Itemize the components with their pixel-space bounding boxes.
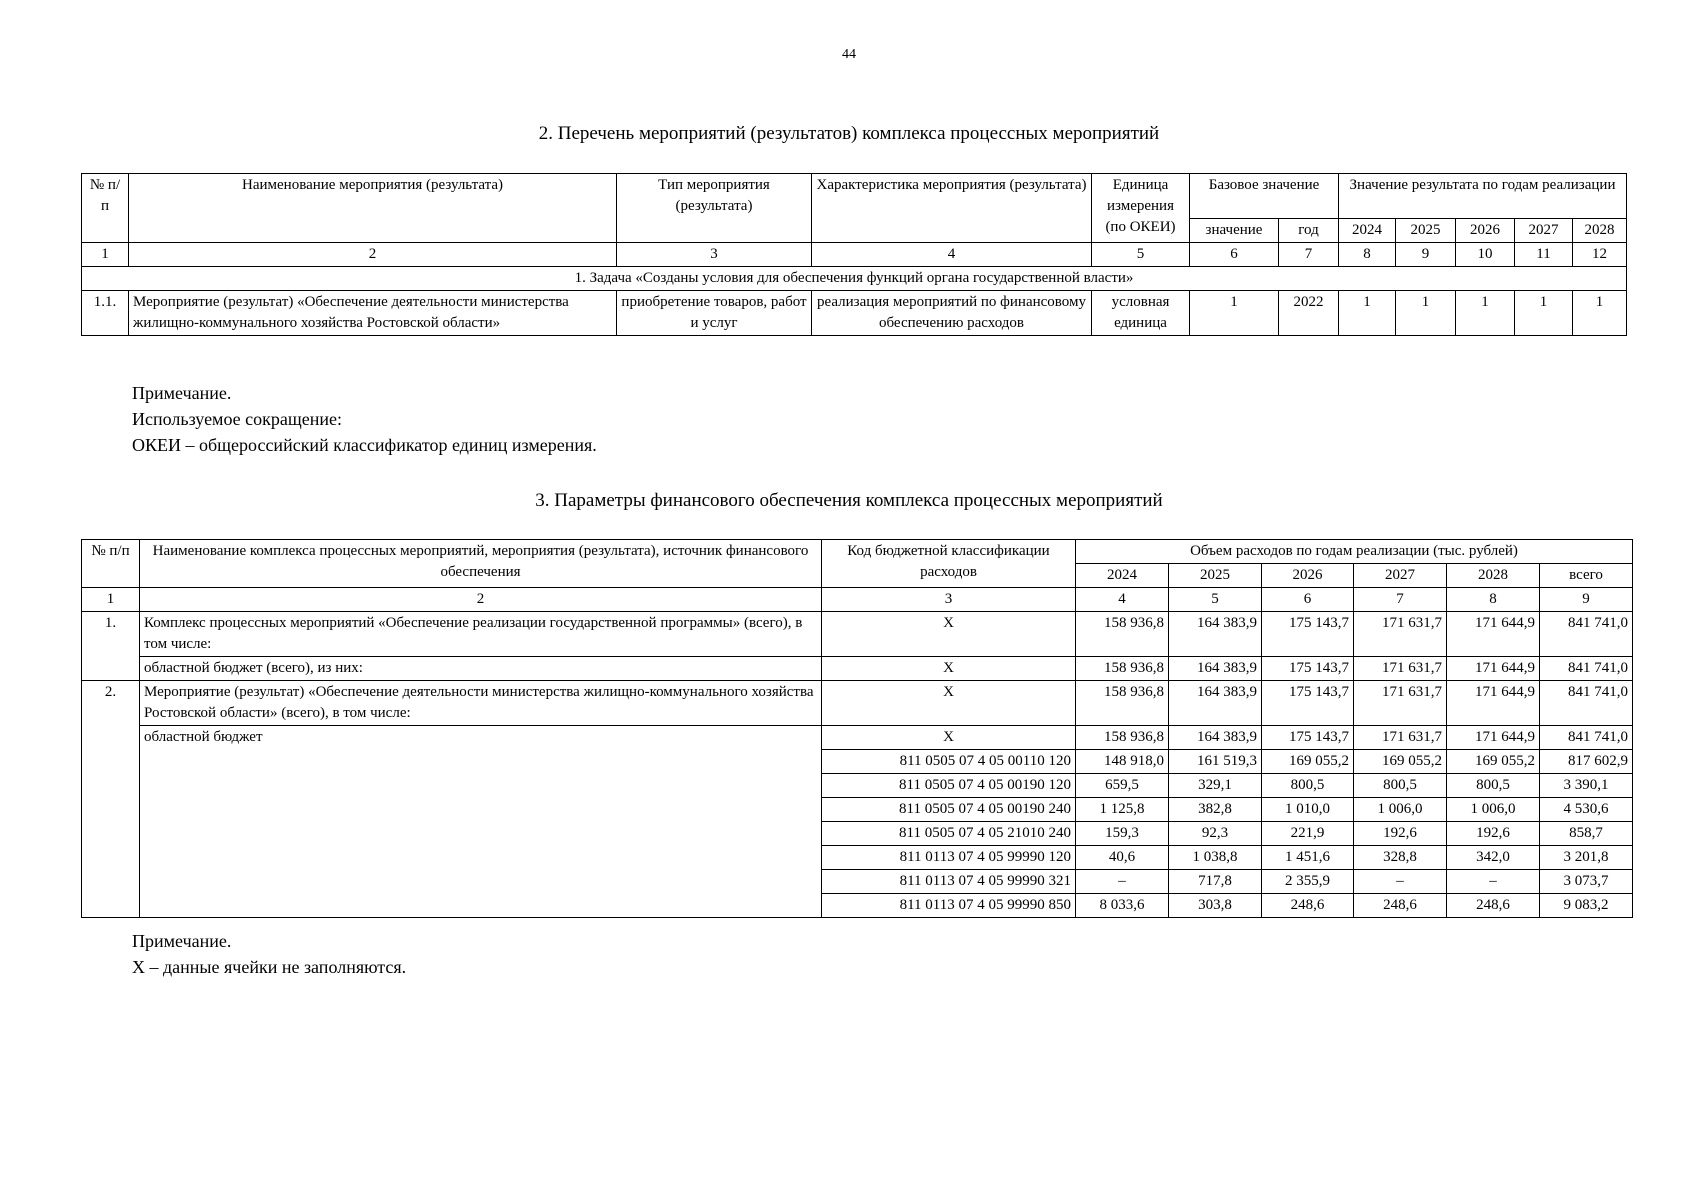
row-value: 841 741,0	[1540, 681, 1633, 726]
note-line: Примечание.	[132, 931, 232, 951]
header-num: № п/п	[82, 174, 129, 243]
row-value: 158 936,8	[1076, 681, 1169, 726]
row-value: 175 143,7	[1262, 681, 1354, 726]
row-value: –	[1076, 870, 1169, 894]
column-number: 2	[129, 243, 617, 267]
header-year: 2028	[1447, 564, 1540, 588]
row-value: 9 083,2	[1540, 894, 1633, 918]
row-code: Х	[822, 726, 1076, 750]
row-value: 171 644,9	[1447, 612, 1540, 657]
row-value: –	[1354, 870, 1447, 894]
header-num: № п/п	[82, 540, 140, 588]
column-number: 9	[1396, 243, 1456, 267]
row-value: 164 383,9	[1169, 612, 1262, 657]
header-base-year: год	[1279, 219, 1339, 243]
header-year: 2027	[1515, 219, 1573, 243]
row-name: Комплекс процессных мероприятий «Обеспечение реализации государственной программы» (всего), в том числе:	[140, 612, 822, 657]
column-number: 7	[1354, 588, 1447, 612]
column-number-row	[82, 588, 1633, 612]
column-number: 2	[140, 588, 822, 612]
row-value: 382,8	[1169, 798, 1262, 822]
section-2-title: 2. Перечень мероприятий (результатов) комплекса процессных мероприятий	[538, 123, 1160, 144]
note-line: Используемое сокращение:	[132, 409, 342, 429]
column-number: 3	[617, 243, 812, 267]
header-code: Код бюджетной классификации расходов	[822, 540, 1076, 588]
row-value: 800,5	[1354, 774, 1447, 798]
row-value: 175 143,7	[1262, 612, 1354, 657]
note-line: Х – данные ячейки не заполняются.	[132, 957, 407, 977]
row-value: 192,6	[1354, 822, 1447, 846]
column-number: 6	[1262, 588, 1354, 612]
row-value: –	[1447, 870, 1540, 894]
row-num: 1.	[82, 612, 140, 681]
row-value: 192,6	[1447, 822, 1540, 846]
column-number: 4	[1076, 588, 1169, 612]
row-code: Х	[822, 657, 1076, 681]
row-value: 175 143,7	[1262, 657, 1354, 681]
column-number: 4	[812, 243, 1092, 267]
row-value: 2 355,9	[1262, 870, 1354, 894]
row-value: 40,6	[1076, 846, 1169, 870]
row-value: 841 741,0	[1540, 657, 1633, 681]
column-number: 9	[1540, 588, 1633, 612]
row-base-year: 2022	[1279, 291, 1339, 336]
header-year: 2024	[1339, 219, 1396, 243]
column-number: 11	[1515, 243, 1573, 267]
section-3-title: 3. Параметры финансового обеспечения комплекса процессных мероприятий	[535, 490, 1163, 511]
row-value: 3 073,7	[1540, 870, 1633, 894]
row-value: 164 383,9	[1169, 657, 1262, 681]
row-value: 158 936,8	[1076, 657, 1169, 681]
row-value: 1 006,0	[1354, 798, 1447, 822]
header-year: 2027	[1354, 564, 1447, 588]
column-number-row	[82, 243, 1627, 267]
row-value: 169 055,2	[1354, 750, 1447, 774]
row-value: 1	[1339, 291, 1396, 336]
column-number: 3	[822, 588, 1076, 612]
header-year: 2024	[1076, 564, 1169, 588]
row-value: 841 741,0	[1540, 726, 1633, 750]
table-header-row	[82, 540, 1633, 564]
row-value: 328,8	[1354, 846, 1447, 870]
row-name: областной бюджет (всего), из них:	[140, 657, 822, 681]
header-characteristic: Характеристика мероприятия (результата)	[812, 174, 1092, 243]
row-value: 158 936,8	[1076, 726, 1169, 750]
header-name: Наименование комплекса процессных мероприятий, мероприятия (результата), источник финансового обеспечения	[140, 540, 822, 588]
row-value: 342,0	[1447, 846, 1540, 870]
row-value: 248,6	[1262, 894, 1354, 918]
note-line: ОКЕИ – общероссийский классификатор единиц измерения.	[132, 435, 597, 455]
row-value: 148 918,0	[1076, 750, 1169, 774]
row-code: Х	[822, 681, 1076, 726]
note-line: Примечание.	[132, 383, 232, 403]
header-name: Наименование мероприятия (результата)	[129, 174, 617, 243]
header-year: 2028	[1573, 219, 1627, 243]
row-value: 164 383,9	[1169, 681, 1262, 726]
row-value: 817 602,9	[1540, 750, 1633, 774]
row-value: 171 631,7	[1354, 681, 1447, 726]
row-code: 811 0505 07 4 05 00190 120	[822, 774, 1076, 798]
row-name: Мероприятие (результат) «Обеспечение деятельности министерства жилищно-коммунального хозяйства Ростовской области»	[129, 291, 617, 336]
row-value: 1 010,0	[1262, 798, 1354, 822]
row-characteristic: реализация мероприятий по финансовому обеспечению расходов	[812, 291, 1092, 336]
header-year: 2026	[1456, 219, 1515, 243]
row-value: 171 644,9	[1447, 657, 1540, 681]
row-value: 3 201,8	[1540, 846, 1633, 870]
row-value: 158 936,8	[1076, 612, 1169, 657]
column-number: 1	[82, 588, 140, 612]
row-value: 248,6	[1354, 894, 1447, 918]
row-value: 8 033,6	[1076, 894, 1169, 918]
row-code: 811 0505 07 4 05 21010 240	[822, 822, 1076, 846]
row-value: 161 519,3	[1169, 750, 1262, 774]
row-value: 92,3	[1169, 822, 1262, 846]
row-value: 159,3	[1076, 822, 1169, 846]
row-code: 811 0113 07 4 05 99990 321	[822, 870, 1076, 894]
notes-block	[132, 928, 406, 980]
header-year: 2025	[1396, 219, 1456, 243]
page-number: 44	[842, 47, 856, 62]
row-value: 169 055,2	[1447, 750, 1540, 774]
table-row	[82, 612, 1633, 657]
notes-block	[132, 380, 597, 458]
header-total: всего	[1540, 564, 1633, 588]
row-value: 1 038,8	[1169, 846, 1262, 870]
row-num: 2.	[82, 681, 140, 918]
row-value: 171 644,9	[1447, 681, 1540, 726]
header-base-value: значение	[1190, 219, 1279, 243]
table-row	[82, 291, 1627, 336]
row-code: 811 0113 07 4 05 99990 120	[822, 846, 1076, 870]
row-num: 1.1.	[82, 291, 129, 336]
row-value: 221,9	[1262, 822, 1354, 846]
row-value: 1	[1396, 291, 1456, 336]
header-base: Базовое значение	[1190, 174, 1339, 219]
financing-table	[81, 539, 1633, 918]
table-row	[82, 657, 1633, 681]
row-unit: условная единица	[1092, 291, 1190, 336]
column-number: 5	[1092, 243, 1190, 267]
row-value: 303,8	[1169, 894, 1262, 918]
task-row	[82, 267, 1627, 291]
row-value: 171 631,7	[1354, 657, 1447, 681]
row-value: 164 383,9	[1169, 726, 1262, 750]
table-row	[82, 681, 1633, 726]
row-type: приобретение товаров, работ и услуг	[617, 291, 812, 336]
header-volume: Объем расходов по годам реализации (тыс. рублей)	[1076, 540, 1633, 564]
row-value: 659,5	[1076, 774, 1169, 798]
row-value: 841 741,0	[1540, 612, 1633, 657]
row-code: 811 0505 07 4 05 00190 240	[822, 798, 1076, 822]
row-value: 1	[1515, 291, 1573, 336]
task-title: 1. Задача «Созданы условия для обеспечения функций органа государственной власти»	[82, 267, 1627, 291]
row-value: 1 451,6	[1262, 846, 1354, 870]
column-number: 12	[1573, 243, 1627, 267]
column-number: 8	[1339, 243, 1396, 267]
row-value: 175 143,7	[1262, 726, 1354, 750]
column-number: 1	[82, 243, 129, 267]
row-value: 3 390,1	[1540, 774, 1633, 798]
activities-table	[81, 173, 1627, 336]
row-value: 717,8	[1169, 870, 1262, 894]
column-number: 5	[1169, 588, 1262, 612]
row-value: 171 631,7	[1354, 612, 1447, 657]
row-value: 171 644,9	[1447, 726, 1540, 750]
row-code: 811 0113 07 4 05 99990 850	[822, 894, 1076, 918]
column-number: 8	[1447, 588, 1540, 612]
row-value: 171 631,7	[1354, 726, 1447, 750]
row-value: 800,5	[1262, 774, 1354, 798]
header-year: 2026	[1262, 564, 1354, 588]
row-base-value: 1	[1190, 291, 1279, 336]
header-year: 2025	[1169, 564, 1262, 588]
row-value: 800,5	[1447, 774, 1540, 798]
header-type: Тип мероприятия (результата)	[617, 174, 812, 243]
row-value: 1	[1456, 291, 1515, 336]
column-number: 7	[1279, 243, 1339, 267]
row-value: 858,7	[1540, 822, 1633, 846]
row-code: 811 0505 07 4 05 00110 120	[822, 750, 1076, 774]
row-name: Мероприятие (результат) «Обеспечение деятельности министерства жилищно-коммунального хозяйства Ростовской области» (всего), в том числе:	[140, 681, 822, 726]
header-unit: Единица измерения (по ОКЕИ)	[1092, 174, 1190, 243]
table-row	[82, 726, 1633, 750]
row-value: 248,6	[1447, 894, 1540, 918]
row-value: 4 530,6	[1540, 798, 1633, 822]
column-number: 6	[1190, 243, 1279, 267]
row-value: 1 006,0	[1447, 798, 1540, 822]
row-name: областной бюджет	[140, 726, 822, 918]
row-code: Х	[822, 612, 1076, 657]
row-value: 169 055,2	[1262, 750, 1354, 774]
row-value: 329,1	[1169, 774, 1262, 798]
header-by-years: Значение результата по годам реализации	[1339, 174, 1627, 219]
row-value: 1 125,8	[1076, 798, 1169, 822]
column-number: 10	[1456, 243, 1515, 267]
table-header-row	[82, 174, 1627, 219]
row-value: 1	[1573, 291, 1627, 336]
